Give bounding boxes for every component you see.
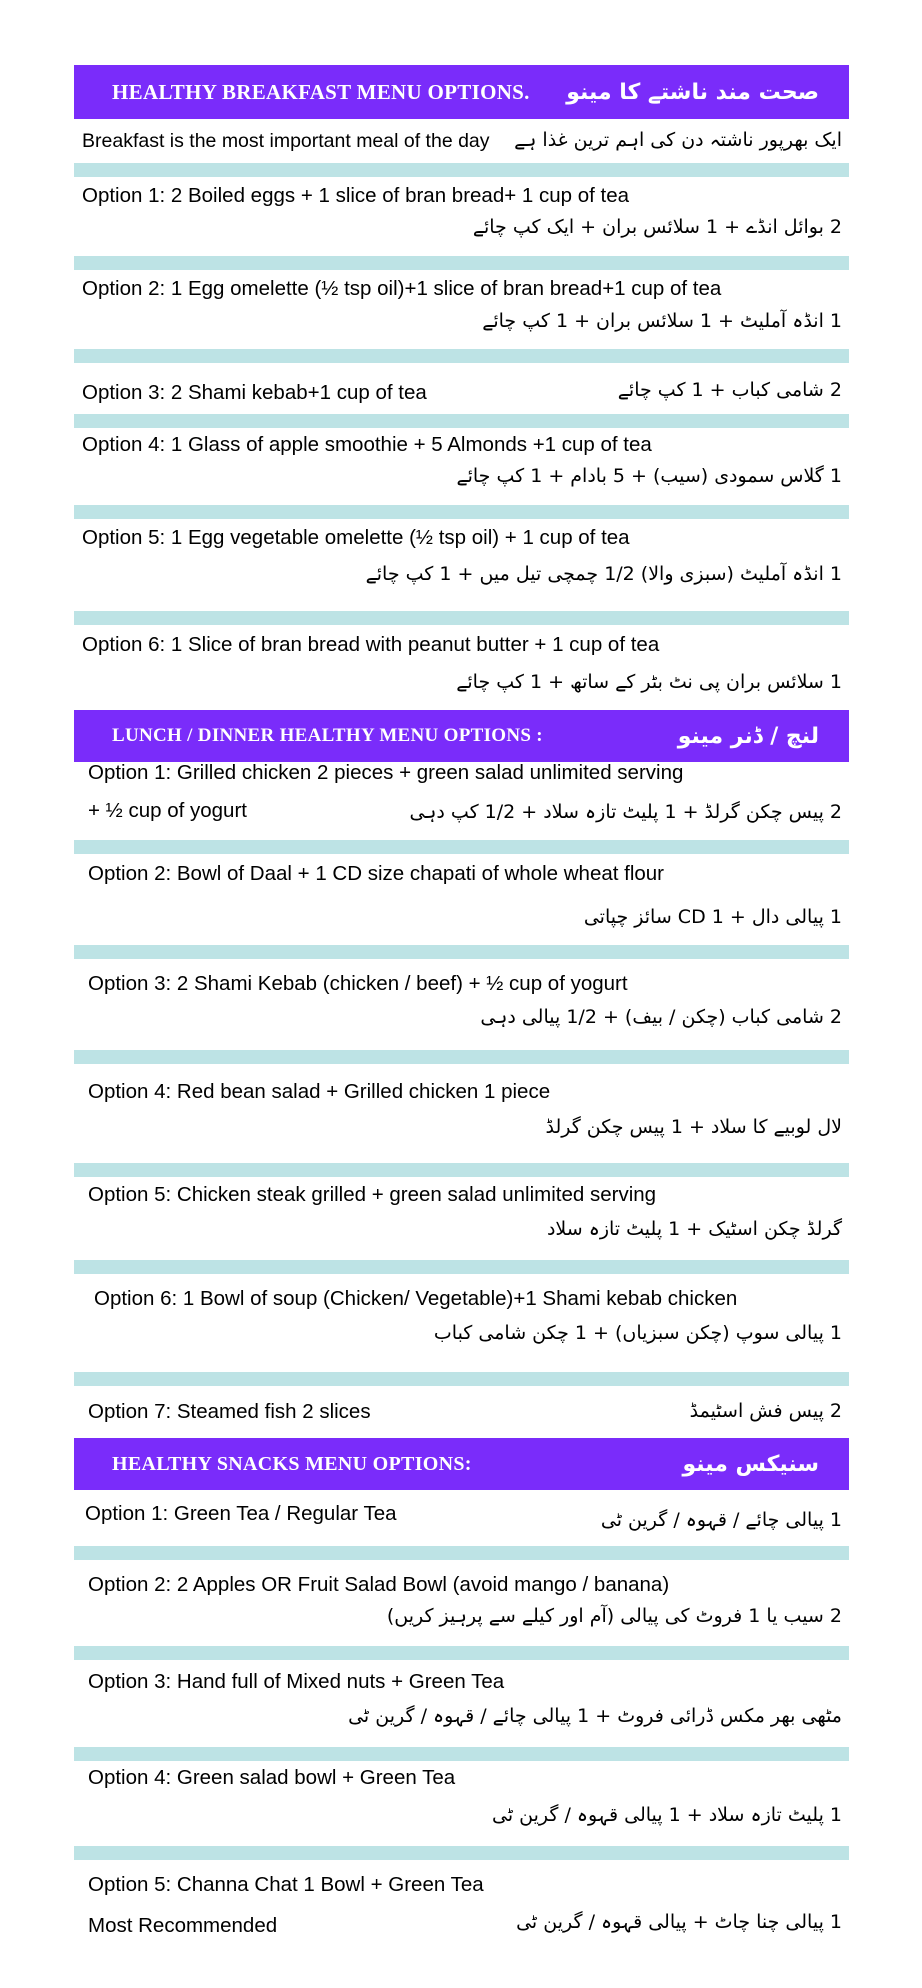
separator — [74, 1846, 849, 1860]
lunch-option-7-en: Option 7: Steamed fish 2 slices — [88, 1400, 371, 1423]
separator — [74, 505, 849, 519]
separator — [74, 1050, 849, 1064]
breakfast-option-1-en: Option 1: 2 Boiled eggs + 1 slice of bran bread+ 1 cup of tea — [82, 184, 630, 207]
snacks-option-5-en2: Most Recommended — [88, 1914, 278, 1937]
snacks-header-en: HEALTHY SNACKS MENU OPTIONS: — [112, 1452, 472, 1475]
separator — [74, 163, 849, 177]
separator — [74, 1747, 849, 1761]
lunch-option-1-ur: 2 پیس چکن گرلڈ + 1 پلیٹ تازہ سلاد + 1/2 کپ دہی — [409, 801, 842, 823]
lunch-option-1-en2: + ½ cup of yogurt — [88, 799, 247, 822]
separator — [74, 1646, 849, 1660]
separator — [74, 1546, 849, 1560]
separator — [74, 256, 849, 270]
lunch-option-6-en: Option 6: 1 Bowl of soup (Chicken/ Vegetable)+1 Shami kebab chicken — [94, 1287, 738, 1310]
separator — [74, 414, 849, 428]
breakfast-header-en: HEALTHY BREAKFAST MENU OPTIONS. — [112, 79, 530, 104]
breakfast-option-3-en: Option 3: 2 Shami kebab+1 cup of tea — [82, 381, 427, 404]
separator — [74, 1163, 849, 1177]
lunch-option-3-ur: 2 شامی کباب (چکن / بیف) + 1/2 پیالی دہی — [480, 1006, 842, 1028]
lunch-option-5-en: Option 5: Chicken steak grilled + green salad unlimited serving — [88, 1183, 657, 1206]
breakfast-option-2-ur: 1 انڈہ آملیٹ + 1 سلائس بران + 1 کپ چائے — [482, 310, 842, 332]
lunch-option-4-ur: لال لوبیے کا سلاد + 1 پیس چکن گرلڈ — [545, 1116, 842, 1138]
breakfast-intro-en: Breakfast is the most important meal of the day — [82, 130, 490, 152]
snacks-option-5-en: Option 5: Channa Chat 1 Bowl + Green Tea — [88, 1873, 484, 1896]
snacks-option-1-ur: 1 پیالی چائے / قہوہ / گرین ٹی — [600, 1509, 842, 1531]
separator — [74, 1372, 849, 1386]
breakfast-option-4-ur: 1 گلاس سمودی (سیب) + 5 بادام + 1 کپ چائے — [456, 465, 842, 487]
breakfast-intro-ur: ایک بھرپور ناشتہ دن کی اہم ترین غذا ہے — [514, 129, 842, 151]
lunch-option-6-ur: 1 پیالی سوپ (چکن سبزیاں) + 1 چکن شامی کباب — [433, 1322, 842, 1344]
snacks-option-4-ur: 1 پلیٹ تازہ سلاد + 1 پیالی قہوہ / گرین ٹی — [492, 1804, 842, 1826]
breakfast-header — [74, 65, 849, 119]
breakfast-option-2-en: Option 2: 1 Egg omelette (½ tsp oil)+1 slice of bran bread+1 cup of tea — [82, 277, 722, 300]
breakfast-option-6-en: Option 6: 1 Slice of bran bread with peanut butter + 1 cup of tea — [82, 633, 660, 656]
snacks-option-5-ur: 1 پیالی چنا چاٹ + پیالی قہوہ / گرین ٹی — [516, 1911, 842, 1933]
lunch-header — [74, 710, 849, 762]
lunch-option-2-en: Option 2: Bowl of Daal + 1 CD size chapati of whole wheat flour — [88, 862, 665, 885]
breakfast-option-6-ur: 1 سلائس بران پی نٹ بٹر کے ساتھ + 1 کپ چائے — [456, 671, 842, 693]
breakfast-option-5-ur: 1 انڈہ آملیٹ (سبزی والا) 1/2 چمچی تیل میں + 1 کپ چائے — [365, 563, 842, 585]
lunch-option-3-en: Option 3: 2 Shami Kebab (chicken / beef) + ½ cup of yogurt — [88, 972, 628, 995]
separator — [74, 945, 849, 959]
lunch-option-2-ur: 1 پیالی دال + 1 CD سائز چپاتی — [583, 906, 842, 928]
separator — [74, 1260, 849, 1274]
breakfast-option-3-ur: 2 شامی کباب + 1 کپ چائے — [617, 379, 842, 401]
breakfast-option-5-en: Option 5: 1 Egg vegetable omelette (½ tsp oil) + 1 cup of tea — [82, 526, 630, 549]
breakfast-option-4-en: Option 4: 1 Glass of apple smoothie + 5 Almonds +1 cup of tea — [82, 433, 652, 456]
breakfast-header-ur: صحت مند ناشتے کا مینو — [566, 79, 819, 105]
separator — [74, 840, 849, 854]
lunch-header-ur: لنچ / ڈنر مینو — [677, 723, 819, 749]
lunch-option-1-en: Option 1: Grilled chicken 2 pieces + green salad unlimited serving — [88, 761, 684, 784]
snacks-header-ur: سنیکس مینو — [682, 1451, 819, 1477]
snacks-header — [74, 1438, 849, 1490]
snacks-option-4-en: Option 4: Green salad bowl + Green Tea — [88, 1766, 456, 1789]
snacks-option-2-ur: 2 سیب یا 1 فروٹ کی پیالی (آم اور کیلے سے پرہیز کریں) — [386, 1605, 842, 1627]
lunch-option-7-ur: 2 پیس فش اسٹیمڈ — [689, 1400, 842, 1422]
snacks-option-3-en: Option 3: Hand full of Mixed nuts + Green Tea — [88, 1670, 505, 1693]
snacks-option-1-en: Option 1: Green Tea / Regular Tea — [85, 1502, 397, 1525]
lunch-option-4-en: Option 4: Red bean salad + Grilled chicken 1 piece — [88, 1080, 551, 1103]
snacks-option-3-ur: مٹھی بھر مکس ڈرائی فروٹ + 1 پیالی چائے / قہوہ / گرین ٹی — [348, 1705, 842, 1727]
breakfast-option-1-ur: 2 بوائل انڈے + 1 سلائس بران + ایک کپ چائے — [472, 216, 842, 238]
lunch-option-5-ur: گرلڈ چکن اسٹیک + 1 پلیٹ تازہ سلاد — [546, 1218, 842, 1240]
separator — [74, 349, 849, 363]
lunch-header-en: LUNCH / DINNER HEALTHY MENU OPTIONS : — [112, 725, 543, 746]
snacks-option-2-en: Option 2: 2 Apples OR Fruit Salad Bowl (avoid mango / banana) — [88, 1573, 670, 1596]
separator — [74, 611, 849, 625]
